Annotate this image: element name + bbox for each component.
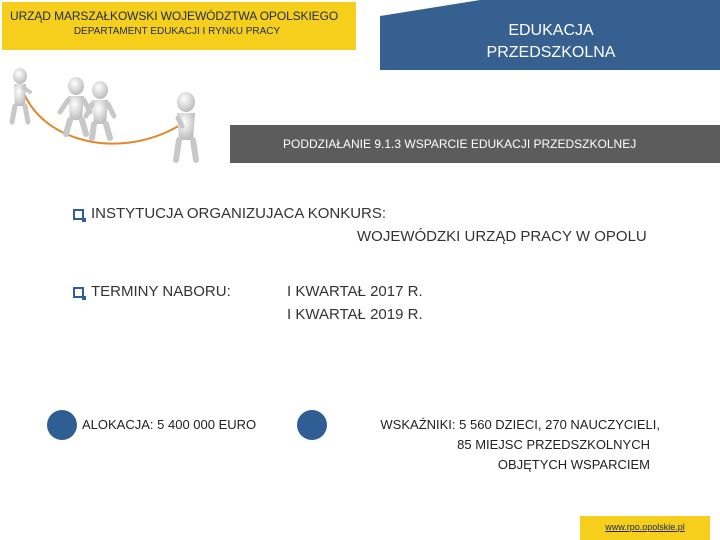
indicators-circle-icon xyxy=(297,410,327,440)
allocation-circle-icon xyxy=(47,410,77,440)
institution-name: URZĄD MARSZAŁKOWSKI WOJEWÓDZTWA OPOLSKIEGO xyxy=(10,9,339,23)
allocation-text: ALOKACJA: 5 400 000 EURO xyxy=(82,417,257,432)
checkbox-bullet-icon xyxy=(73,287,84,298)
organizer-label: INSTYTUCJA ORGANIZUJACA KONKURS: xyxy=(91,205,387,222)
recruitment-date-1: I KWARTAŁ 2017 R. xyxy=(287,283,423,300)
indicators-line-2: 85 MIEJSC PRZEDSZKOLNYCH xyxy=(457,437,650,452)
jump-rope-figures-icon xyxy=(0,62,210,180)
indicators-line-1: WSKAŹNIKI: 5 560 DZIECI, 270 NAUCZYCIELI, xyxy=(380,417,660,432)
recruitment-date-2: I KWARTAŁ 2019 R. xyxy=(287,306,423,323)
website-link[interactable]: www.rpo.opolskie.pl xyxy=(605,522,685,532)
checkbox-bullet-icon xyxy=(73,209,84,220)
subheader-text: PODDZIAŁANIE 9.1.3 WSPARCIE EDUKACJI PRZEDSZKOLNEJ xyxy=(283,137,637,151)
title-line1: EDUKACJA xyxy=(508,22,594,39)
department-name: DEPARTAMENT EDUKACJI I RYNKU PRACY xyxy=(73,26,281,37)
indicators-line-3: OBJĘTYCH WSPARCIEM xyxy=(497,457,650,472)
organizer-value: WOJEWÓDZKI URZĄD PRACY W OPOLU xyxy=(357,228,647,245)
recruitment-label: TERMINY NABORU: xyxy=(91,283,231,300)
page-title xyxy=(384,20,718,64)
title-line2: PRZEDSZKOLNA xyxy=(486,44,616,61)
